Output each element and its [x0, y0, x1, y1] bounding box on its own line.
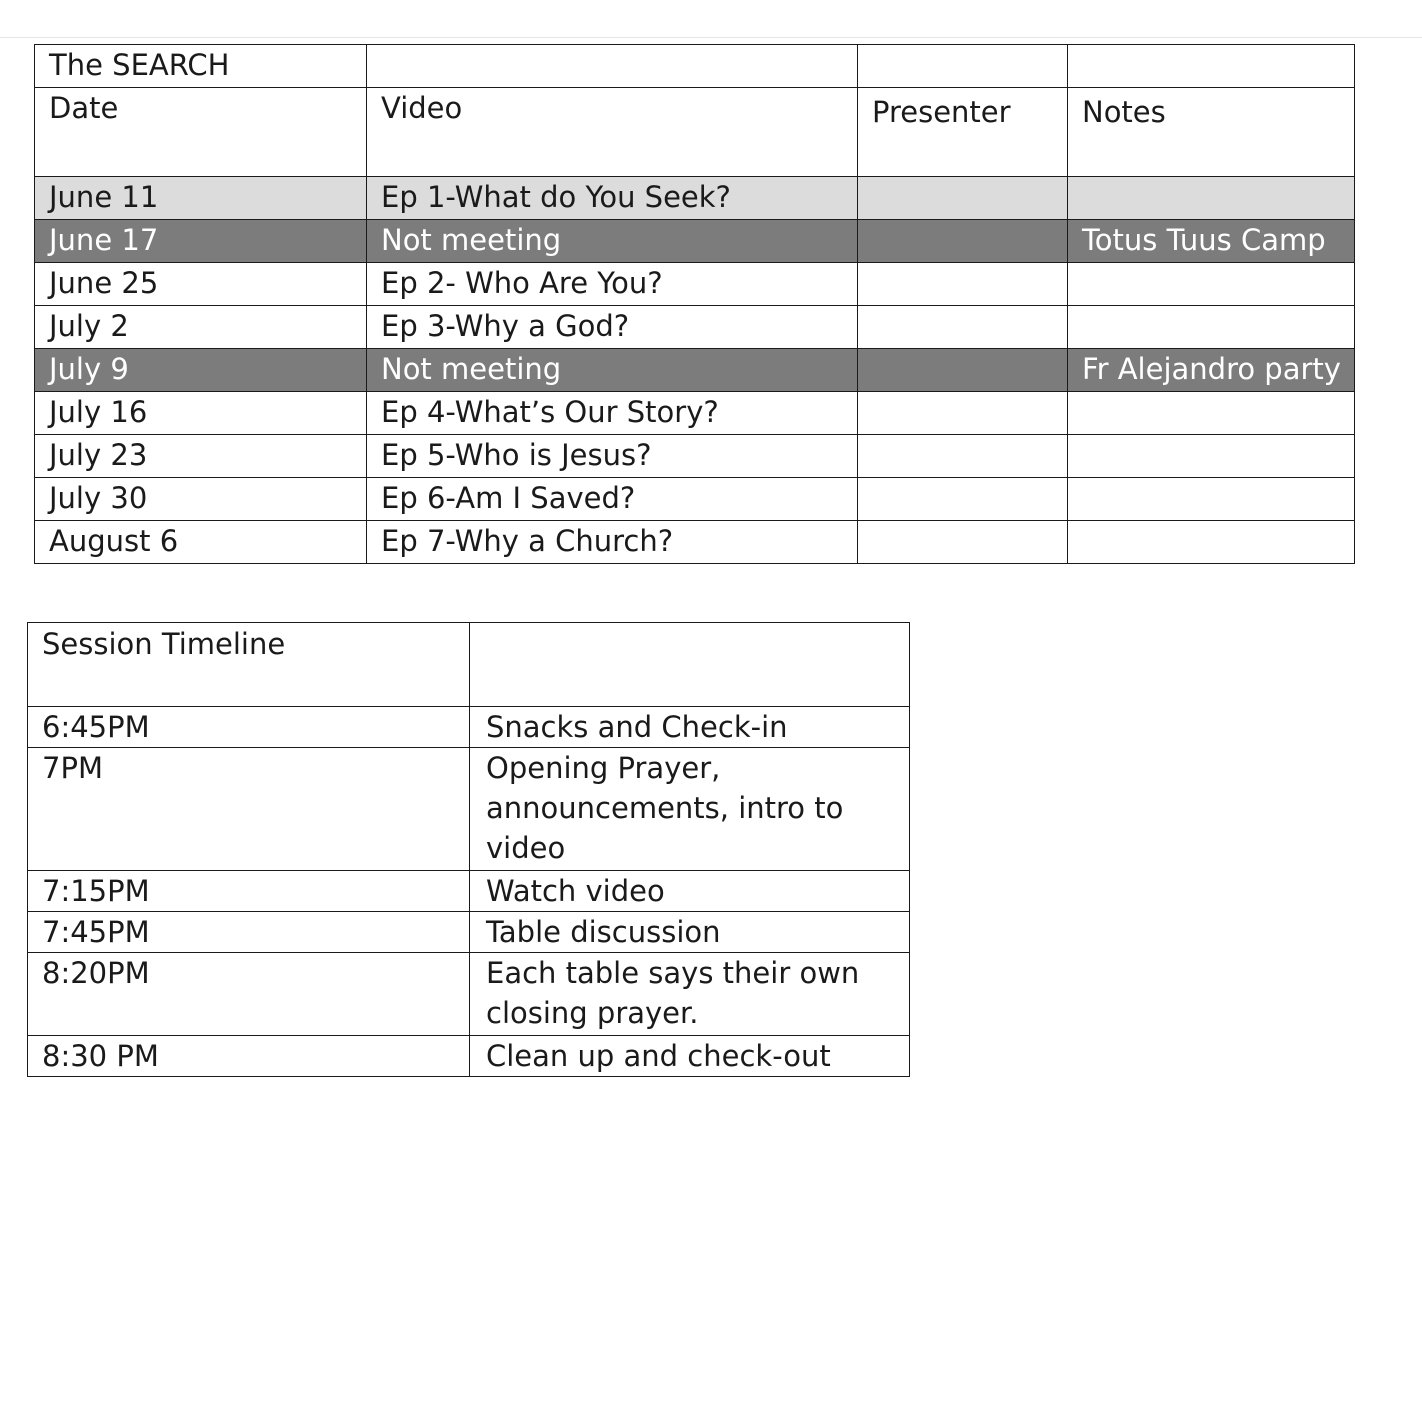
notes-cell	[1068, 306, 1355, 349]
column-header-video: Video	[367, 88, 858, 177]
presenter-cell	[858, 478, 1068, 521]
presenter-cell	[858, 349, 1068, 392]
time-cell: 6:45PM	[28, 707, 470, 748]
time-cell: 8:20PM	[28, 953, 470, 1036]
video-cell: Ep 6-Am I Saved?	[367, 478, 858, 521]
notes-cell: Fr Alejandro party	[1068, 349, 1355, 392]
table-row	[35, 263, 1355, 306]
notes-cell	[1068, 177, 1355, 220]
notes-cell	[1068, 392, 1355, 435]
video-cell: Ep 3-Why a God?	[367, 306, 858, 349]
time-cell: 7:45PM	[28, 912, 470, 953]
activity-cell: Opening Prayer, announcements, intro to video	[470, 748, 910, 871]
activity-cell: Watch video	[470, 871, 910, 912]
table-row	[28, 707, 910, 748]
notes-cell	[1068, 263, 1355, 306]
time-cell: 7:15PM	[28, 871, 470, 912]
activity-cell: Clean up and check-out	[470, 1036, 910, 1077]
table-cell	[367, 45, 858, 88]
table-row	[35, 435, 1355, 478]
schedule-title: The SEARCH	[35, 45, 367, 88]
presenter-cell	[858, 263, 1068, 306]
session-timeline-table	[27, 622, 910, 1077]
table-cell	[858, 45, 1068, 88]
notes-cell	[1068, 435, 1355, 478]
notes-cell	[1068, 478, 1355, 521]
date-cell: July 2	[35, 306, 367, 349]
activity-cell: Table discussion	[470, 912, 910, 953]
table-row	[28, 871, 910, 912]
presenter-cell	[858, 177, 1068, 220]
column-header-notes: Notes	[1068, 88, 1355, 177]
date-cell: July 30	[35, 478, 367, 521]
video-cell: Ep 7-Why a Church?	[367, 521, 858, 564]
presenter-cell	[858, 521, 1068, 564]
notes-cell: Totus Tuus Camp	[1068, 220, 1355, 263]
date-cell: July 9	[35, 349, 367, 392]
time-cell: 8:30 PM	[28, 1036, 470, 1077]
top-rule	[0, 37, 1422, 38]
date-cell: June 11	[35, 177, 367, 220]
presenter-cell	[858, 435, 1068, 478]
column-header-presenter: Presenter	[858, 88, 1068, 177]
date-cell: July 16	[35, 392, 367, 435]
timeline-title-row	[28, 623, 910, 707]
schedule-title-row	[35, 45, 1355, 88]
date-cell: June 25	[35, 263, 367, 306]
timeline-title: Session Timeline	[28, 623, 470, 707]
table-row	[35, 220, 1355, 263]
table-row	[28, 1036, 910, 1077]
video-cell: Ep 2- Who Are You?	[367, 263, 858, 306]
date-cell: August 6	[35, 521, 367, 564]
table-cell	[470, 623, 910, 707]
activity-cell: Snacks and Check-in	[470, 707, 910, 748]
date-cell: June 17	[35, 220, 367, 263]
table-cell	[1068, 45, 1355, 88]
table-row	[35, 349, 1355, 392]
table-row	[35, 478, 1355, 521]
video-cell: Ep 5-Who is Jesus?	[367, 435, 858, 478]
presenter-cell	[858, 392, 1068, 435]
time-cell: 7PM	[28, 748, 470, 871]
search-schedule-table	[34, 44, 1355, 564]
schedule-header-row	[35, 88, 1355, 177]
video-cell: Ep 4-What’s Our Story?	[367, 392, 858, 435]
date-cell: July 23	[35, 435, 367, 478]
presenter-cell	[858, 220, 1068, 263]
table-row	[28, 953, 910, 1036]
activity-cell: Each table says their own closing prayer.	[470, 953, 910, 1036]
video-cell: Ep 1-What do You Seek?	[367, 177, 858, 220]
table-row	[28, 912, 910, 953]
table-row	[35, 306, 1355, 349]
video-cell: Not meeting	[367, 349, 858, 392]
presenter-cell	[858, 306, 1068, 349]
table-row	[28, 748, 910, 871]
video-cell: Not meeting	[367, 220, 858, 263]
column-header-date: Date	[35, 88, 367, 177]
table-row	[35, 521, 1355, 564]
table-row	[35, 177, 1355, 220]
table-row	[35, 392, 1355, 435]
notes-cell	[1068, 521, 1355, 564]
